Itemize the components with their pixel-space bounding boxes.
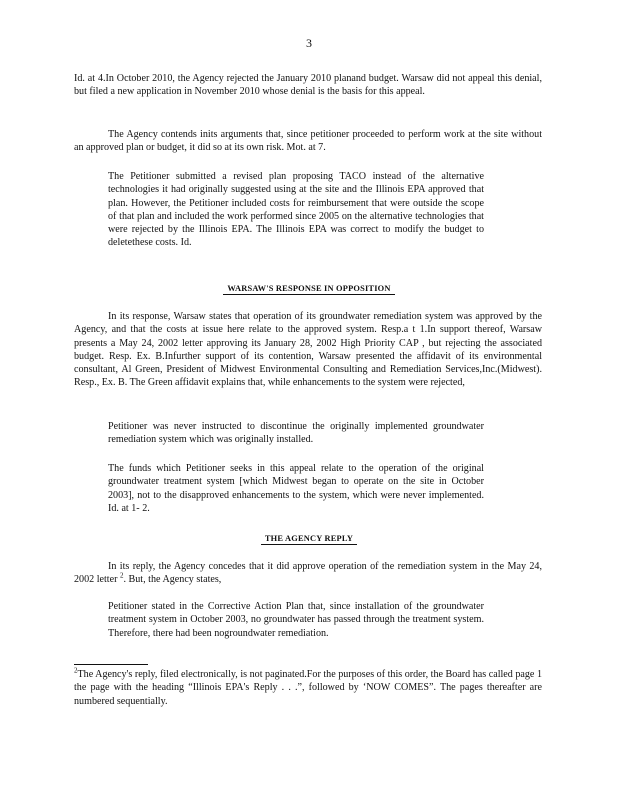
heading-agency-reply-text: THE AGENCY REPLY <box>261 534 357 545</box>
paragraph-warsaw-response: In its response, Warsaw states that operation of its groundwater remediation system was approved by the Agency, and that the costs at issue here relate to the approved system. Resp.a t 1.In support thereof, Warsaw presents a May 24, 2002 letter approving its January 28, 2002 High Priority CAP , but rejecting the associated budget. Resp. Ex. B.Infurther support of its contention, Warsaw presented the affidavit of its environmental consultant, Al Green, President of Midwest Environmental Consulting and Remediation Services,Inc.(Midwest). Resp., Ex. B. The Green affidavit explains that, while enhancements to the system were rejected, <box>74 311 542 389</box>
page-number: 3 <box>306 36 312 50</box>
block-quote-never-instructed: Petitioner was never instructed to discontinue the originally implemented groundwater remediation system which was originally installed. <box>108 421 484 446</box>
heading-warsaw-response <box>0 284 618 293</box>
paragraph-agency-contends: The Agency contends inits arguments that, since petitioner proceeded to perform work at the site without an approved plan or budget, it did so at its own risk. Mot. at 7. <box>74 129 542 154</box>
heading-warsaw-response-text: WARSAW'S RESPONSE IN OPPOSITION <box>223 284 394 295</box>
heading-agency-reply <box>0 534 618 543</box>
footnote-mark: 2 <box>74 666 78 675</box>
footnote-divider <box>74 664 148 665</box>
block-quote-revised-plan: The Petitioner submitted a revised plan proposing TACO instead of the alternative technologies it had originally suggested using at the site and the Illinois EPA approved that plan. However, the Petitioner included costs for reimbursement that were outside the scope of that plan and included the work performed since 2005 on the alternative technologies that were rejected by the Illinois EPA. The Illinois EPA was correct to modify the budget to deletethese costs. Id. <box>108 171 484 249</box>
paragraph-agency-reply <box>74 560 542 587</box>
paragraph-agency-reply-end: . But, the Agency states, <box>123 574 222 586</box>
paragraph-agency-reply-text: In its reply, the Agency concedes that it did approve operation of the remediation system in the May 24, 2002 letter <box>74 561 542 586</box>
footnote <box>74 668 542 708</box>
paragraph-intro: Id. at 4.In October 2010, the Agency rejected the January 2010 planand budget. Warsaw did not appeal this denial, but filed a new application in November 2010 whose denial is the basis for this appeal. <box>74 73 542 98</box>
block-quote-funds-sought: The funds which Petitioner seeks in this appeal relate to the operation of the original groundwater treatment system [which Midwest began to operate on the site in October 2003], not to the disapproved enhancements to the system, which were never implemented. Id. at 1- 2. <box>108 463 484 514</box>
footnote-reference: 2 <box>119 571 124 580</box>
block-quote-corrective-plan: Petitioner stated in the Corrective Action Plan that, since installation of the groundwater treatment system in October 2003, no groundwater has passed through the treatment system. Therefore, there had been nogroundwater remediation. <box>108 601 484 639</box>
footnote-text: The Agency's reply, filed electronically, is not paginated.For the purposes of this order, the Board has called page 1 the page with the heading “Illinois EPA's Reply . . .”, followed by ‘NOW COMES”. The pages thereafter are numbered sequentially. <box>74 669 542 707</box>
